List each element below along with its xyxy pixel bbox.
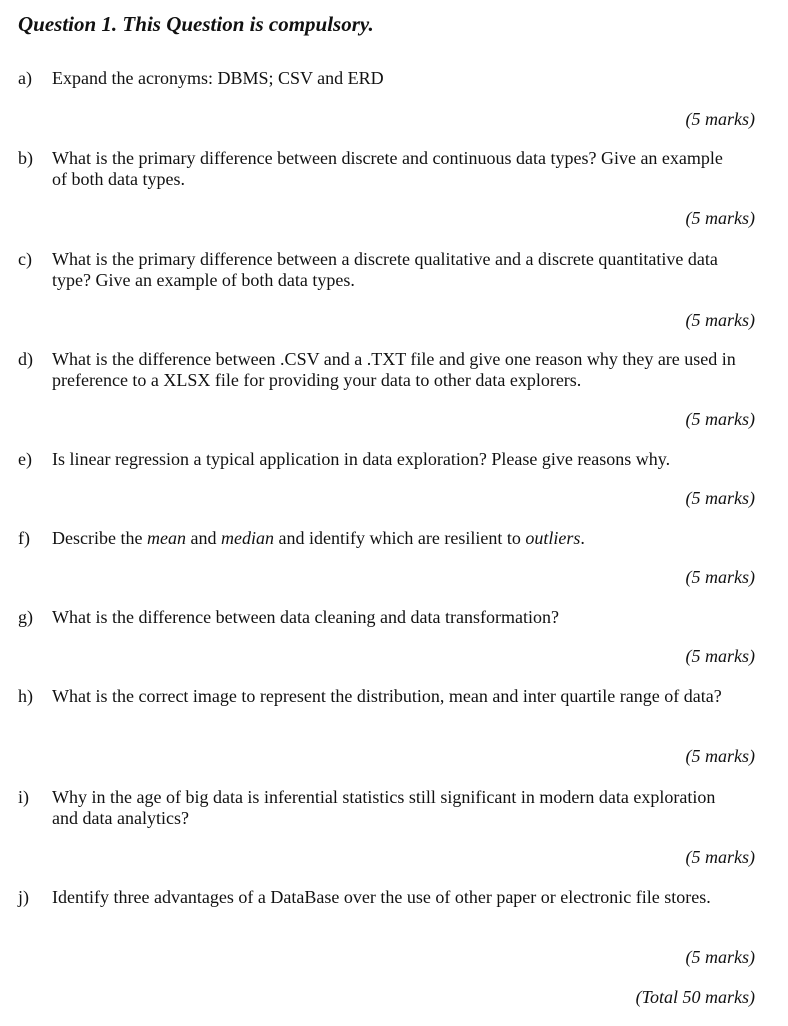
term-median: median <box>220 528 274 548</box>
total-marks: (Total 50 marks) <box>635 987 755 1007</box>
marks-h: (5 marks) <box>685 746 755 766</box>
question-text: Is linear regression a typical application in data exploration? Please give reasons why. <box>52 449 671 469</box>
marks-d: (5 marks) <box>685 409 755 429</box>
question-d <box>18 349 738 391</box>
question-letter: a) <box>18 68 32 88</box>
question-text: What is the primary difference between a discrete qualitative and a discrete quantitative data type? Give an example of both data types. <box>52 249 718 290</box>
question-text <box>52 528 742 549</box>
question-letter: c) <box>18 249 32 269</box>
question-f <box>18 528 738 549</box>
marks-c: (5 marks) <box>685 310 755 330</box>
question-text: What is the difference between .CSV and a .TXT file and give one reason why they are used in preference to a XLSX file for providing your data to other data explorers. <box>52 349 736 390</box>
question-letter: e) <box>18 449 32 469</box>
term-mean: mean <box>146 528 186 548</box>
question-h <box>18 686 738 707</box>
question-b <box>18 148 738 190</box>
marks-f: (5 marks) <box>685 567 755 587</box>
marks-g: (5 marks) <box>685 646 755 666</box>
question-text: What is the correct image to represent the distribution, mean and inter quartile range of data? <box>52 686 722 706</box>
question-letter: j) <box>18 887 29 907</box>
question-text: Identify three advantages of a DataBase over the use of other paper or electronic file stores. <box>52 887 711 907</box>
question-text: What is the primary difference between discrete and continuous data types? Give an example of both data types. <box>52 148 723 189</box>
marks-i: (5 marks) <box>685 847 755 867</box>
question-g <box>18 607 738 628</box>
question-heading: Question 1. This Question is compulsory. <box>18 12 374 36</box>
marks-e: (5 marks) <box>685 488 755 508</box>
question-letter: b) <box>18 148 33 168</box>
question-c <box>18 249 738 291</box>
question-text: What is the difference between data cleaning and data transformation? <box>52 607 559 627</box>
question-text-part: and <box>185 528 221 548</box>
marks-j: (5 marks) <box>685 947 755 967</box>
question-letter: f) <box>18 528 30 548</box>
question-text: Expand the acronyms: DBMS; CSV and ERD <box>52 68 384 88</box>
question-letter: g) <box>18 607 33 627</box>
question-text: Why in the age of big data is inferential statistics still significant in modern data exploration and data analytics? <box>52 787 716 828</box>
question-letter: i) <box>18 787 29 807</box>
question-e <box>18 449 738 470</box>
question-text-part: and identify which are resilient to <box>273 528 526 548</box>
question-letter: h) <box>18 686 33 706</box>
question-i <box>18 787 738 829</box>
term-outliers: outliers <box>525 528 581 548</box>
marks-a: (5 marks) <box>685 109 755 129</box>
question-a <box>18 68 738 89</box>
question-text-part: . <box>580 528 585 548</box>
question-text-part: Describe the <box>52 528 147 548</box>
question-letter: d) <box>18 349 33 369</box>
marks-b: (5 marks) <box>685 208 755 228</box>
question-j <box>18 887 738 908</box>
